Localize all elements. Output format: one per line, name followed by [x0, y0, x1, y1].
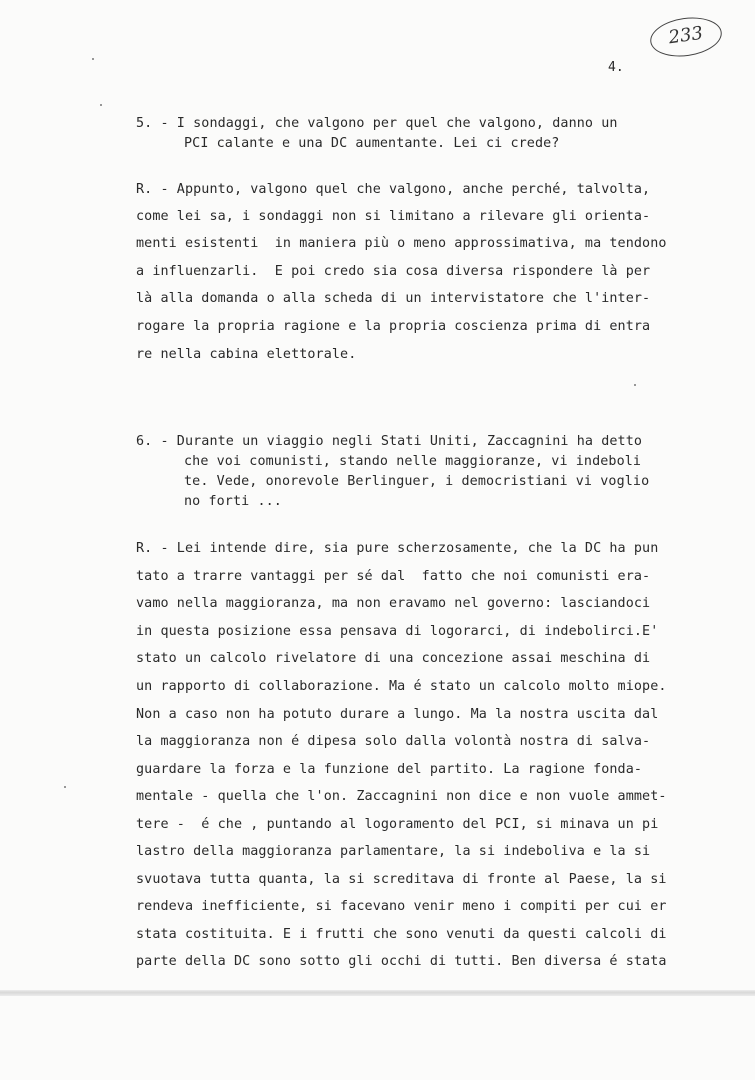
answer-6-line: tere - é che , puntando al logoramento del PCI, si minava un pi: [136, 817, 659, 832]
answer-6-line: vamo nella maggioranza, ma non eravamo nel governo: lasciandoci: [136, 596, 651, 611]
answer-5-line: rogare la propria ragione e la propria coscienza prima di entra: [136, 319, 651, 334]
answer-6-line: stato un calcolo rivelatore di una concezione assai meschina di: [136, 651, 651, 666]
answer-6-line: lastro della maggioranza parlamentare, la si indeboliva e la si: [136, 844, 651, 859]
question-6-line: te. Vede, onorevole Berlinguer, i democristiani vi voglio: [184, 474, 650, 489]
answer-6-line: parte della DC sono sotto gli occhi di tutti. Ben diversa é stata: [136, 954, 667, 969]
answer-6-line: un rapporto di collaborazione. Ma é stato un calcolo molto miope.: [136, 679, 667, 694]
scan-speck: [64, 786, 66, 788]
page-number: 4.: [608, 60, 624, 75]
answer-6-line: stata costituita. E i frutti che sono venuti da questi calcoli di: [136, 927, 667, 942]
answer-5-line: a influenzarli. E poi credo sia cosa diversa rispondere là per: [136, 264, 651, 279]
answer-6-line: guardare la forza e la funzione del partito. La ragione fonda-: [136, 762, 643, 777]
answer-5-line: re nella cabina elettorale.: [136, 347, 357, 362]
scan-speck: [634, 384, 636, 386]
answer-6-line: R. - Lei intende dire, sia pure scherzosamente, che la DC ha pun: [136, 541, 659, 556]
scan-speck: [92, 58, 94, 60]
stamp-number: 233: [667, 22, 705, 49]
question-5-line: 5. - I sondaggi, che valgono per quel che valgono, danno un: [136, 116, 618, 131]
answer-6-line: in questa posizione essa pensava di logorarci, di indebolirci.E': [136, 624, 659, 639]
question-6-line: 6. - Durante un viaggio negli Stati Uniti, Zaccagnini ha detto: [136, 434, 643, 449]
question-6-line: no forti ...: [184, 494, 282, 509]
answer-6-line: tato a trarre vantaggi per sé dal fatto che noi comunisti era-: [136, 569, 651, 584]
archive-page-stamp: [648, 13, 725, 61]
scan-speck: [100, 104, 102, 106]
question-6-line: che voi comunisti, stando nelle maggioranze, vi indeboli: [184, 454, 642, 469]
scan-page-edge: [0, 990, 755, 996]
answer-5-line: R. - Appunto, valgono quel che valgono, anche perché, talvolta,: [136, 182, 651, 197]
answer-5-line: là alla domanda o alla scheda di un intervistatore che l'inter-: [136, 291, 651, 306]
answer-6-line: rendeva inefficiente, si facevano venir meno i compiti per cui er: [136, 899, 667, 914]
answer-6-line: svuotava tutta quanta, la si screditava di fronte al Paese, la si: [136, 872, 667, 887]
question-5-line: PCI calante e una DC aumentante. Lei ci crede?: [184, 136, 560, 151]
answer-5-line: come lei sa, i sondaggi non si limitano a rilevare gli orienta-: [136, 209, 651, 224]
answer-6-line: Non a caso non ha potuto durare a lungo. Ma la nostra uscita dal: [136, 707, 659, 722]
answer-6-line: mentale - quella che l'on. Zaccagnini non dice e non vuole ammet-: [136, 789, 667, 804]
answer-6-line: la maggioranza non é dipesa solo dalla volontà nostra di salva-: [136, 734, 651, 749]
answer-5-line: menti esistenti in maniera più o meno approssimativa, ma tendono: [136, 236, 667, 251]
